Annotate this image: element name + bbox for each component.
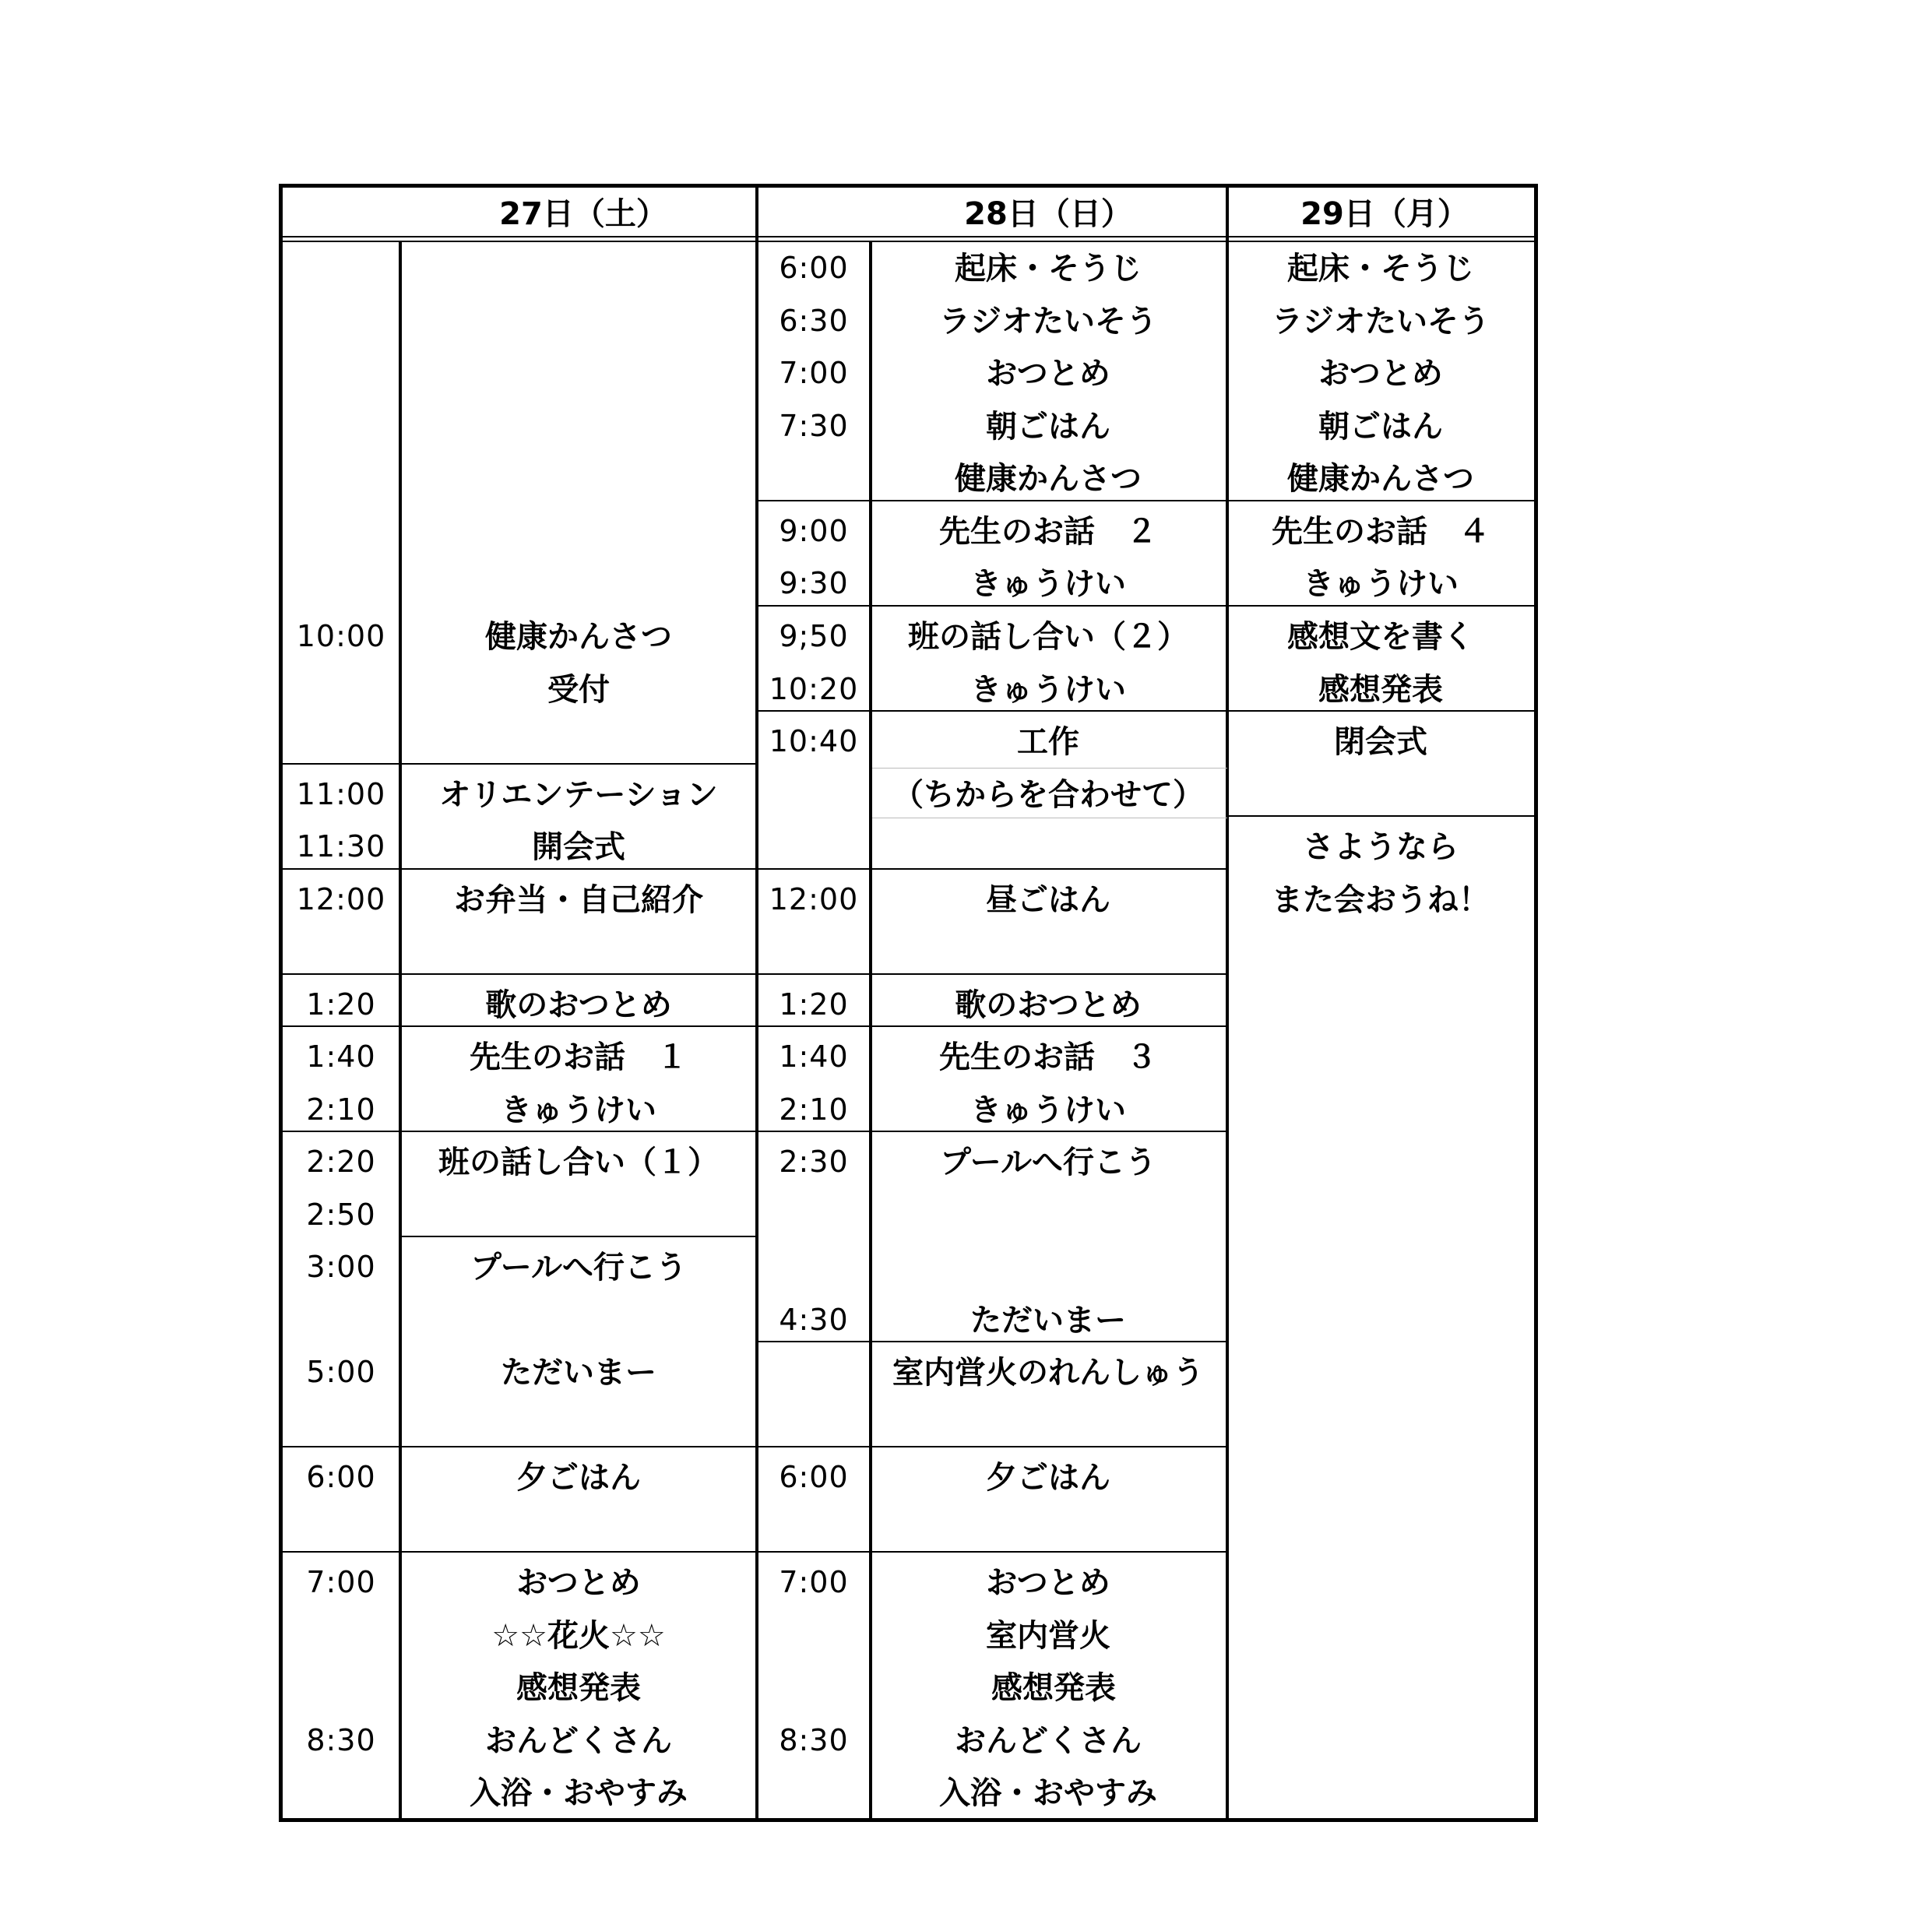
- time-label: 7:00: [779, 1565, 849, 1599]
- row-divider: [872, 768, 1227, 769]
- activity-label: ☆☆花火☆☆: [491, 1618, 666, 1654]
- row-divider: [757, 868, 1227, 870]
- schedule-table: [279, 184, 1538, 1822]
- time-label: 2:30: [779, 1145, 849, 1179]
- time-label: 2:50: [306, 1198, 376, 1232]
- column-divider: [755, 188, 758, 1822]
- activity-label: 班の話し合い（２）: [908, 619, 1188, 655]
- activity-label: 感想発表: [516, 1670, 641, 1706]
- time-label: 3:00: [306, 1250, 376, 1284]
- activity-label: 受付: [547, 672, 610, 708]
- activity-label: 先生のお話 ４: [1272, 514, 1490, 550]
- time-label: 10:20: [769, 672, 859, 706]
- time-label: 7:30: [779, 409, 849, 443]
- activity-label: 昼ごはん: [986, 882, 1110, 918]
- activity-label: 感想発表: [991, 1670, 1116, 1706]
- time-label: 10:00: [296, 619, 386, 653]
- time-label: 6:30: [779, 304, 849, 338]
- row-divider: [283, 973, 756, 975]
- row-divider: [1227, 815, 1536, 817]
- time-label: 7:00: [306, 1565, 376, 1599]
- activity-label: おつとめ: [986, 1565, 1110, 1601]
- row-divider: [757, 1341, 1227, 1342]
- activity-label: また会おうね！: [1272, 882, 1490, 918]
- activity-label: 班の話し合い（１）: [438, 1145, 719, 1180]
- activity-label: 朝ごはん: [986, 409, 1110, 445]
- header-separator: [283, 236, 1534, 237]
- activity-label: きゅうけい: [970, 672, 1126, 708]
- row-divider: [757, 973, 1227, 975]
- time-label: 4:30: [779, 1303, 849, 1337]
- activity-label: 感想発表: [1318, 672, 1443, 708]
- activity-label: （ちからを合わせて）: [892, 777, 1204, 813]
- time-label: 9:00: [779, 514, 849, 548]
- time-label: 10:40: [769, 724, 859, 758]
- activity-label: ただいまー: [501, 1355, 656, 1391]
- activity-label: きゅうけい: [1303, 566, 1459, 602]
- time-label: 5:00: [306, 1355, 376, 1389]
- row-divider: [400, 1236, 756, 1237]
- column-divider: [869, 241, 872, 1822]
- time-label: 9:30: [779, 566, 849, 600]
- activity-label: 感想文を書く: [1287, 619, 1474, 655]
- activity-label: 先生のお話 ３: [939, 1039, 1157, 1075]
- activity-label: プールへ行こう: [940, 1145, 1156, 1180]
- row-divider: [283, 1025, 756, 1027]
- activity-label: 起床・そうじ: [1287, 251, 1474, 287]
- activity-label: 夕ごはん: [986, 1460, 1110, 1496]
- activity-label: 歌のおつとめ: [955, 987, 1142, 1023]
- activity-label: 健康かんさつ: [485, 619, 672, 655]
- activity-label: おつとめ: [1318, 356, 1443, 392]
- row-divider: [283, 1551, 756, 1553]
- activity-label: 朝ごはん: [1318, 409, 1443, 445]
- activity-label: プールへ行こう: [470, 1250, 687, 1286]
- time-label: 11:30: [296, 829, 386, 863]
- day-header-28: 28日（日）: [964, 196, 1132, 232]
- row-divider: [283, 763, 756, 765]
- row-divider: [283, 1131, 756, 1132]
- time-label: 6:00: [306, 1460, 376, 1494]
- row-divider: [757, 605, 1536, 607]
- activity-label: ラジオたいそう: [939, 304, 1157, 339]
- activity-label: 夕ごはん: [516, 1460, 641, 1496]
- column-divider: [1226, 188, 1229, 1822]
- activity-label: 室内営火: [986, 1618, 1110, 1654]
- row-divider: [757, 710, 1536, 712]
- header-separator: [283, 241, 1534, 242]
- activity-label: おんどくさん: [485, 1723, 672, 1759]
- row-divider: [283, 868, 756, 870]
- activity-label: 起床・そうじ: [955, 251, 1142, 287]
- activity-label: 健康かんさつ: [955, 461, 1142, 497]
- activity-label: 閉会式: [1334, 724, 1427, 760]
- activity-label: きゅうけい: [970, 1092, 1126, 1128]
- activity-label: 歌のおつとめ: [485, 987, 672, 1023]
- time-label: 1:40: [779, 1039, 849, 1074]
- time-label: 1:20: [779, 987, 849, 1022]
- activity-label: 工作: [1017, 724, 1079, 760]
- row-divider: [757, 1131, 1227, 1132]
- row-divider: [757, 500, 1536, 501]
- time-label: 12:00: [769, 882, 859, 916]
- time-label: 2:10: [306, 1092, 376, 1127]
- activity-label: 健康かんさつ: [1287, 461, 1474, 497]
- row-divider: [757, 1025, 1227, 1027]
- time-label: 6:00: [779, 1460, 849, 1494]
- activity-label: 先生のお話 １: [470, 1039, 688, 1075]
- row-divider: [283, 1446, 756, 1447]
- activity-label: オリエンテーション: [439, 777, 718, 813]
- activity-label: ただいまー: [970, 1303, 1126, 1338]
- activity-label: きゅうけい: [970, 566, 1126, 602]
- time-label: 8:30: [306, 1723, 376, 1757]
- day-header-29: 29日（月）: [1300, 196, 1469, 232]
- time-label: 6:00: [779, 251, 849, 285]
- activity-label: きゅうけい: [501, 1092, 656, 1128]
- activity-label: 開会式: [532, 829, 625, 865]
- activity-label: 室内営火のれんしゅう: [892, 1355, 1204, 1391]
- time-label: 9;50: [779, 619, 849, 653]
- activity-label: おんどくさん: [955, 1723, 1142, 1759]
- row-divider: [757, 1446, 1227, 1447]
- time-label: 11:00: [296, 777, 386, 811]
- time-label: 2:20: [306, 1145, 376, 1179]
- time-label: 8:30: [779, 1723, 849, 1757]
- activity-label: ラジオたいそう: [1272, 304, 1490, 339]
- activity-label: 先生のお話 ２: [939, 514, 1157, 550]
- column-divider: [399, 241, 402, 1822]
- day-header-27: 27日（土）: [499, 196, 667, 232]
- time-label: 2:10: [779, 1092, 849, 1127]
- activity-label: おつとめ: [516, 1565, 641, 1601]
- activity-label: お弁当・自己紹介: [454, 882, 703, 918]
- activity-label: 入浴・おやすみ: [470, 1775, 688, 1811]
- time-label: 1:40: [306, 1039, 376, 1074]
- activity-label: おつとめ: [986, 356, 1110, 392]
- time-label: 1:20: [306, 987, 376, 1022]
- time-label: 7:00: [779, 356, 849, 390]
- activity-label: 入浴・おやすみ: [939, 1775, 1157, 1811]
- activity-label: さようなら: [1303, 829, 1459, 865]
- time-label: 12:00: [296, 882, 386, 916]
- row-divider: [757, 1551, 1227, 1553]
